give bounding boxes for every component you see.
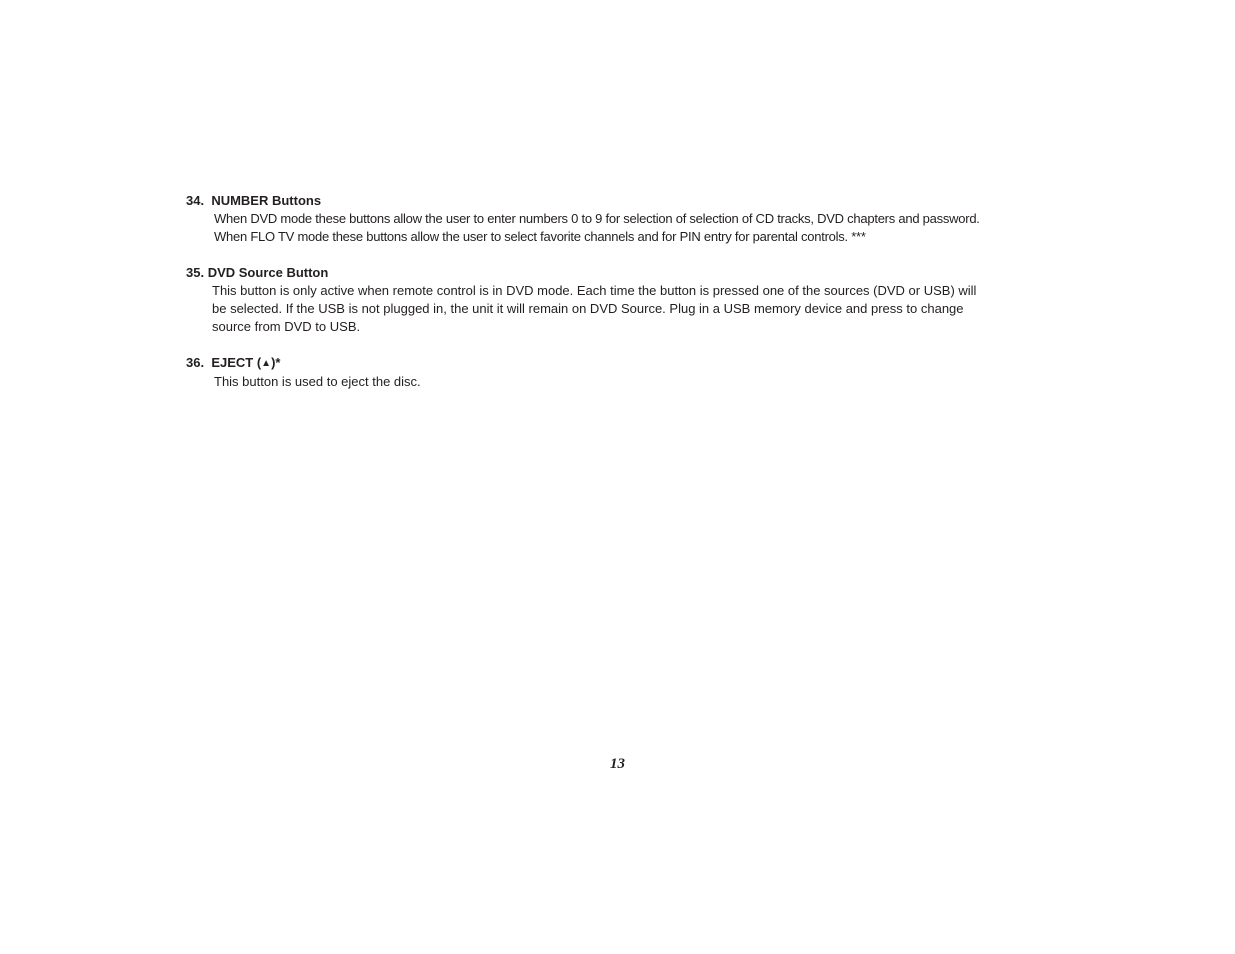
section-number-buttons: [186, 192, 1056, 246]
section-number: 34.: [186, 193, 205, 208]
body-line: be selected. If the USB is not plugged in, the unit it will remain on DVD Source. Plug in a USB memory device and press to change: [212, 301, 964, 316]
section-title-suffix: )*: [271, 355, 281, 370]
section-heading: [186, 354, 1056, 373]
body-line: This button is only active when remote control is in DVD mode. Each time the button is pressed one of the sources (DVD or USB) will: [212, 283, 977, 298]
page-number: 13: [610, 756, 625, 772]
section-number: 35.: [186, 265, 205, 280]
section-body: [186, 373, 1056, 391]
section-number: 36.: [186, 355, 205, 370]
body-line: When DVD mode these buttons allow the user to enter numbers 0 to 9 for selection of selection of CD tracks, DVD chapters and password.: [214, 211, 980, 226]
section-title-prefix: EJECT (: [211, 355, 262, 370]
section-title: NUMBER Buttons: [211, 193, 322, 208]
body-line: When FLO TV mode these buttons allow the user to select favorite channels and for PIN entry for parental controls. ***: [214, 229, 866, 244]
eject-triangle-icon: ▲: [261, 358, 272, 369]
section-body: [186, 210, 1056, 246]
section-eject: [186, 354, 1056, 391]
section-body: [186, 282, 1056, 336]
section-title: DVD Source Button: [207, 265, 329, 280]
section-heading: [186, 192, 1056, 210]
body-line: This button is used to eject the disc.: [214, 374, 421, 389]
section-heading: [186, 264, 1056, 282]
section-dvd-source-button: [186, 264, 1056, 336]
body-line: source from DVD to USB.: [212, 319, 361, 334]
